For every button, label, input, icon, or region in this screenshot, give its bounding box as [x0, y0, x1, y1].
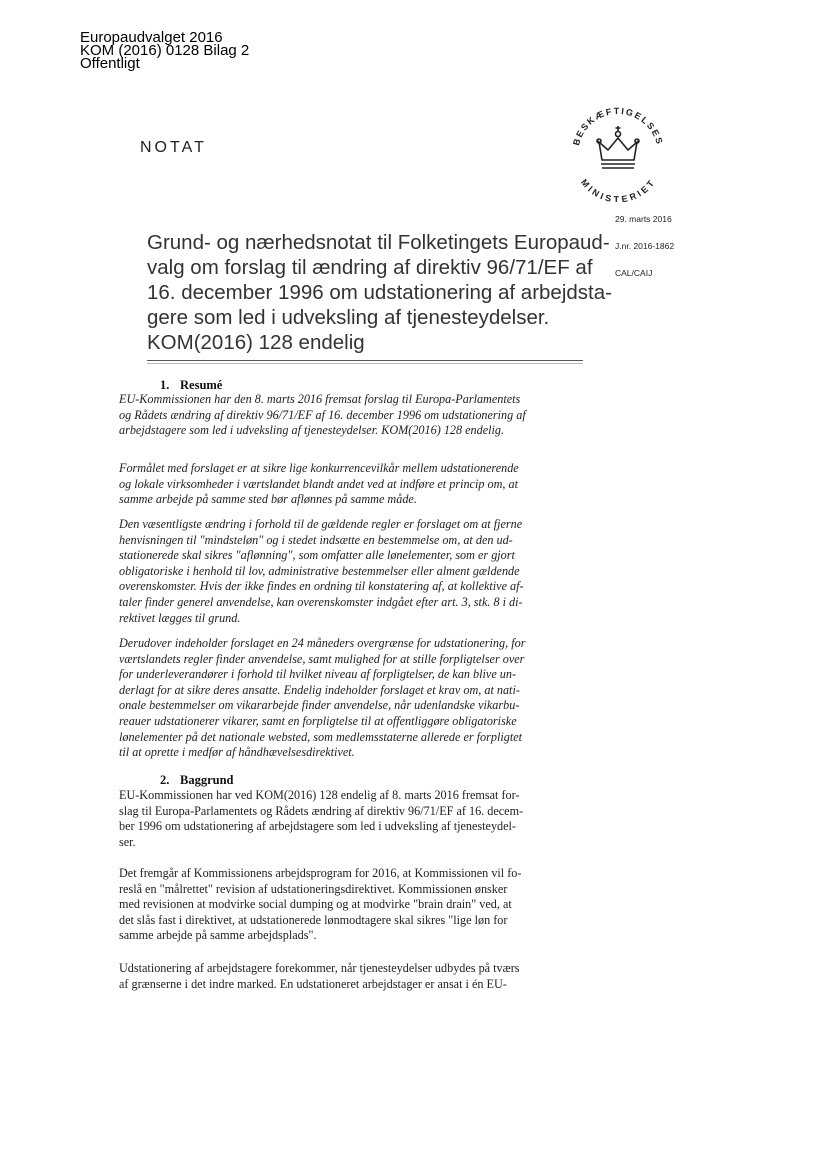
section-heading-resume: [160, 378, 222, 393]
baggrund-paragraph-3: [119, 961, 589, 992]
text-line: taler finder generel anvendelse, kan overenskomster indgået efter art. 3, stk. 8 i di-: [119, 594, 523, 609]
text-line: lønelementer på det nationale websted, som medlemsstaterne allerede er forpligtet: [119, 729, 523, 744]
document-date: 29. marts 2016: [615, 214, 672, 224]
text-line: stationerede skal sikres "aflønning", som omfatter alle lønelementer, som er gjort: [119, 548, 515, 563]
text-line: reauer udstationerer vikarer, samt en forpligtelse til at offentliggøre obligatoriske: [119, 713, 517, 728]
logo-text-top: BESKÆFTIGELSES: [570, 105, 666, 147]
resume-paragraph-4: [119, 636, 589, 761]
text-line: arbejdstagere som led i udveksling af tjenesteydelser. KOM(2016) 128 endelig.: [119, 423, 505, 438]
title-line: gere som led i udveksling af tjenesteydelser.: [147, 306, 550, 329]
text-line: til at oprette i medfør af håndhævelsesdirektivet.: [119, 745, 355, 760]
text-line: slag til Europa-Parlamentets og Rådets ændring af direktiv 96/71/EF af 16. decem-: [119, 803, 524, 818]
section-heading-baggrund: [160, 773, 234, 788]
text-line: Formålet med forslaget er at sikre lige konkurrencevilkår mellem udstationerende: [119, 461, 519, 475]
document-type: NOTAT: [140, 139, 207, 156]
section-number: 2.: [160, 773, 170, 787]
section-title: Resumé: [180, 378, 223, 392]
stamp-status: Offentligt: [80, 55, 140, 72]
text-line: det slås fast i direktivet, at udstationerede lønmodtagere skal sikres "lige løn for: [119, 912, 508, 927]
stamp-reference: KOM (2016) 0128 Bilag 2: [80, 42, 250, 59]
resume-paragraph-3: [119, 517, 589, 626]
text-line: samme arbejde på samme arbejdsplads".: [119, 928, 317, 943]
title-divider-shadow: [147, 363, 583, 364]
text-line: EU-Kommissionen har den 8. marts 2016 fremsat forslag til Europa-Parlamentets: [119, 392, 521, 406]
document-stamp: [80, 31, 249, 70]
text-line: for underleverandører i forhold til hvilket niveau af forpligtelser, de kan blive un-: [119, 667, 517, 682]
stamp-committee: Europaudvalget 2016: [80, 29, 223, 46]
text-line: og Rådets ændring af direktiv 96/71/EF af 16. december 1996 om udstationering af: [119, 407, 526, 422]
section-title: Baggrund: [180, 773, 234, 787]
title-line: valg om forslag til ændring af direktiv 96/71/EF af: [147, 256, 593, 279]
text-line: Udstationering af arbejdstagere forekommer, når tjenesteydelser udbydes på tværs: [119, 961, 520, 975]
title-line: 16. december 1996 om udstationering af arbejdsta-: [147, 281, 612, 304]
title-line: KOM(2016) 128 endelig: [147, 331, 365, 354]
text-line: med revisionen at modvirke social dumping og at modvirke "brain drain" ved, at: [119, 897, 512, 912]
text-line: samme arbejde på samme sted bør aflønnes på samme måde.: [119, 492, 417, 507]
text-line: værtslandets regler finder anvendelse, samt mulighed for at stille forpligtelser over: [119, 651, 525, 666]
text-line: rektivet lægges til grund.: [119, 610, 241, 625]
baggrund-paragraph-1: [119, 788, 589, 850]
text-line: onale bestemmelser om vikararbejde finder anvendelse, når udenlandske vikarbu-: [119, 698, 520, 713]
text-line: Det fremgår af Kommissionens arbejdsprogram for 2016, at Kommissionen vil fo-: [119, 866, 522, 880]
crown-seal-icon: [566, 98, 670, 202]
resume-paragraph-1: [119, 392, 589, 439]
text-line: Den væsentligste ændring i forhold til de gældende regler er forslaget om at fjerne: [119, 517, 523, 531]
text-line: af grænserne i det indre marked. En udstationeret arbejdstager er ansat i én EU-: [119, 976, 507, 991]
text-line: derlagt for at sikre deres ansatte. Endelig indeholder forslaget et krav om, at nati-: [119, 682, 520, 697]
svg-text:MINISTERIET: [579, 177, 657, 202]
journal-number: J.nr. 2016-1862: [615, 241, 675, 251]
text-line: overenskomster. Hvis der ikke findes en ordning til konstatering af, at kollektive af-: [119, 579, 524, 594]
case-reference: CAL/CAIJ: [615, 268, 653, 278]
text-line: henvisningen til "mindsteløn" og i stedet indsætte en bestemmelse om, at den ud-: [119, 532, 513, 547]
baggrund-paragraph-2: [119, 866, 589, 944]
section-number: 1.: [160, 378, 170, 392]
text-line: EU-Kommissionen har ved KOM(2016) 128 endelig af 8. marts 2016 fremsat for-: [119, 788, 520, 802]
text-line: ser.: [119, 834, 136, 849]
text-line: Derudover indeholder forslaget en 24 måneders overgrænse for udstationering, for: [119, 636, 526, 650]
text-line: og lokale virksomheder i værtslandet blandt andet ved at indføre et princip om, at: [119, 476, 518, 491]
title-line: Grund- og nærhedsnotat til Folketingets Europaud-: [147, 231, 610, 254]
text-line: obligatoriske i henhold til lov, administrative bestemmelser eller alment gældende: [119, 563, 520, 578]
logo-text-bottom: MINISTERIET: [578, 177, 658, 202]
text-line: reslå en "målrettet" revision af udstationeringsdirektivet. Kommissionen ønsker: [119, 881, 508, 896]
title-divider: [147, 360, 583, 361]
text-line: ber 1996 om udstationering af arbejdstagere som led i udveksling af tjenesteydel-: [119, 819, 516, 834]
document-title: [147, 230, 612, 355]
resume-paragraph-2: [119, 461, 589, 508]
